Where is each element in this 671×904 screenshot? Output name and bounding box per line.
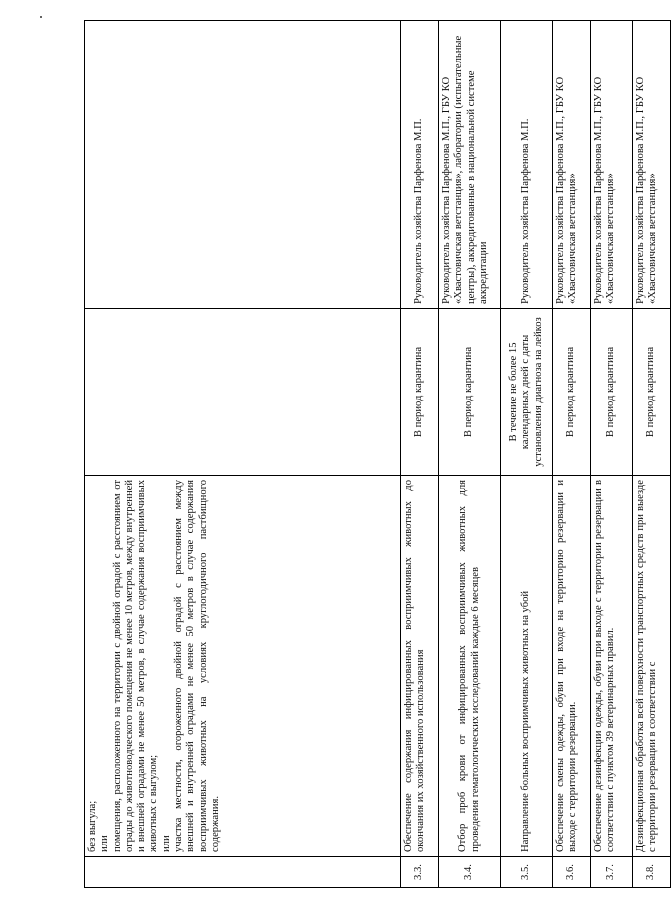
measure-text: Отбор проб крови от инфицированных восприимчивых животных для проведения гематологических исследований каждые 6 месяцев: [439, 476, 501, 857]
measure-term: В течение не более 15 календарных дней с даты установления диагноза на лейкоз: [501, 309, 553, 476]
row-number: 3.3.: [401, 857, 439, 888]
measure-responsible: [85, 21, 401, 309]
measure-paragraph: участка местности, огороженного двойной оградой с расстоянием между внешней и внутренней оградами не менее 50 метров в случае содержания восприимчивых животных на условиях круглогодичного пастбищного содержания.: [172, 480, 221, 852]
measure-term: В период карантина: [401, 309, 439, 476]
measure-term: В период карантина: [633, 309, 671, 476]
table-row: [501, 21, 553, 888]
scan-speck: [40, 16, 42, 18]
table-row: [85, 21, 401, 888]
row-number: 3.8.: [633, 857, 671, 888]
table-row: [401, 21, 439, 888]
measures-table: [84, 20, 671, 888]
measure-responsible: Руководитель хозяйства Парфенова М.П., ГБУ КО «Хвастовичская ветстанция», лаборатории (испытательные центры), аккредитованные в национальной системе аккредитации: [439, 21, 501, 309]
measure-paragraph: помещения, расположенного на территории с двойной оградой с расстоянием от ограды до животноводческого помещения не менее 10 метров, между внутренней и внешней оградами не менее 50 метров, в случае содержания восприимчивых животных с выгулом;: [111, 480, 160, 852]
rotated-document-page: [84, 21, 659, 888]
row-number: [85, 857, 401, 888]
table-row: [633, 21, 671, 888]
measure-text: Направление больных восприимчивых животных на убой: [501, 476, 553, 857]
table-row: [439, 21, 501, 888]
measure-term: [85, 309, 401, 476]
measure-paragraph: или: [160, 835, 172, 852]
table-row: [591, 21, 633, 888]
measure-responsible: Руководитель хозяйства Парфенова М.П., ГБУ КО «Хвастовичская ветстанция»: [633, 21, 671, 309]
table-row: [553, 21, 591, 888]
row-number: 3.6.: [553, 857, 591, 888]
measure-text: Дезинфекционная обработка всей поверхности транспортных средств при выезде с территории резервации в соответствии с: [633, 476, 671, 857]
measure-text: Обеспечение смены одежды, обуви при входе на территорию резервации и выходе с территории резервации.: [553, 476, 591, 857]
measure-term: В период карантина: [553, 309, 591, 476]
measure-paragraph: или: [99, 835, 111, 852]
measure-term: В период карантина: [439, 309, 501, 476]
row-number: 3.4.: [439, 857, 501, 888]
measure-paragraph: без выгула;: [87, 800, 98, 852]
measure-text: [85, 476, 401, 857]
measure-responsible: Руководитель хозяйства Парфенова М.П., ГБУ КО «Хвастовичская ветстанция»: [553, 21, 591, 309]
measure-text: Обеспечение содержания инфицированных восприимчивых животных до окончания их хозяйственного использования: [401, 476, 439, 857]
measure-responsible: Руководитель хозяйства Парфенова М.П., ГБУ КО «Хвастовичская ветстанция»: [591, 21, 633, 309]
measure-text: Обеспечение дезинфекции одежды, обуви при выходе с территории резервации в соответствии с пунктом 39 ветеринарных правил.: [591, 476, 633, 857]
measure-responsible: Руководитель хозяйства Парфенова М.П.: [501, 21, 553, 309]
row-number: 3.5.: [501, 857, 553, 888]
measure-term: В период карантина: [591, 309, 633, 476]
measure-responsible: Руководитель хозяйства Парфенова М.П.: [401, 21, 439, 309]
row-number: 3.7.: [591, 857, 633, 888]
